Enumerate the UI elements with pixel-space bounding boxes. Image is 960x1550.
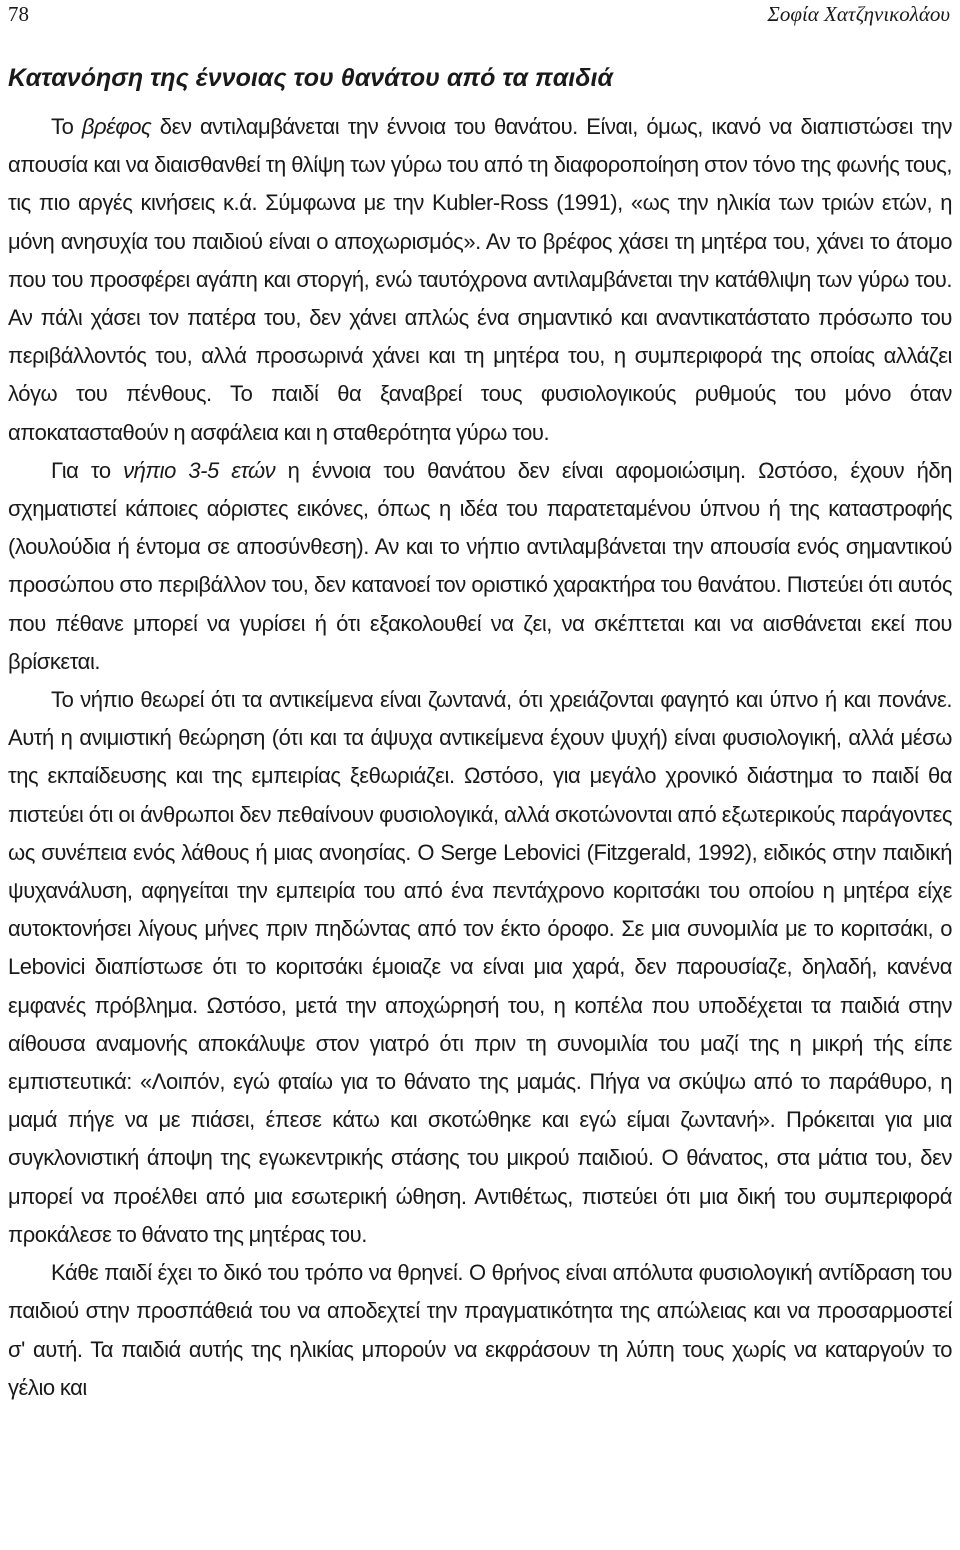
body-text xyxy=(8,108,952,1407)
paragraph-lead: Το xyxy=(51,114,82,139)
page-number: 78 xyxy=(8,2,29,26)
section-title: Κατανόηση της έννοιας του θανάτου από τα παιδιά xyxy=(8,64,613,92)
paragraph-toddler xyxy=(8,452,952,681)
paragraph-text: η έννοια του θανάτου δεν είναι αφομοιώσιμη. Ωστόσο, έχουν ήδη σχηματιστεί κάποιες αόριστες εικόνες, όπως η ιδέα του παρατεταμένου ύπνου ή της καταστροφής (λουλούδια ή έντομα σε αποσύνθεση). Αν και το νήπιο αντιλαμβάνεται την απουσία ενός σημαντικού προσώπου στο περιβάλλον του, δεν κατανοεί τον οριστικό χαρακτήρα του θανάτου. Πιστεύει ότι αυτός που πέθανε μπορεί να γυρίσει ή ότι εξακολουθεί να ζει, να σκέπτεται και να αισθάνεται εκεί που βρίσκεται. xyxy=(8,457,952,674)
paragraph-infant xyxy=(8,108,952,452)
paragraph-text: Κάθε παιδί έχει το δικό του τρόπο να θρηνεί. Ο θρήνος είναι απόλυτα φυσιολογική αντίδραση του παιδιού στην προσπάθειά του να αποδεχτεί την πραγματικότητα της απώλειας και να προσαρμοστεί σ' αυτή. Τα παιδιά αυτής της ηλικίας μπορούν να εκφράσουν τη λύπη τους χωρίς να καταργούν το γέλιο και xyxy=(8,1260,952,1400)
paragraph-lead: Για το xyxy=(51,457,124,483)
paragraph-text: δεν αντιλαμβάνεται την έννοια του θανάτου. Είναι, όμως, ικανό να διαπιστώσει την απουσία και να διαισθανθεί τη θλίψη των γύρω του από τη διαφοροποίηση στον τόνο της φωνής τους, τις πιο αργές κινήσεις κ.ά. Σύμφωνα με την Kubler-Ross (1991), «ως την ηλικία των τριών ετών, η μόνη ανησυχία του παιδιού είναι ο αποχωρισμός». Αν το βρέφος χάσει τη μητέρα του, χάνει το άτομο που του προσφέρει αγάπη και στοργή, ενώ ταυτόχρονα αντιλαμβάνεται την κατάθλιψη των γύρω του. Αν πάλι χάσει τον πατέρα του, δεν χάνει απλώς ένα σημαντικό και αναντικατάστατο πρόσωπο του περιβάλλοντός του, αλλά προσωρινά χάνει και τη μητέρα του, η συμπεριφορά της οποίας αλλάζει λόγω του πένθους. Το παιδί θα ξαναβρεί τους φυσιολογικούς ρυθμούς του μόνο όταν αποκατασταθούν η ασφάλεια και η σταθερότητα γύρω του. xyxy=(8,114,952,445)
emphasis-term: βρέφος xyxy=(81,114,152,139)
paragraph-grief xyxy=(8,1254,952,1407)
running-head-author: Σοφία Χατζηνικολάου xyxy=(767,2,950,26)
emphasis-term: νήπιο 3-5 ετών xyxy=(123,457,276,483)
paragraph-animism xyxy=(8,681,952,1254)
paragraph-text: Το νήπιο θεωρεί ότι τα αντικείμενα είναι ζωντανά, ότι χρειάζονται φαγητό και ύπνο ή και πονάνε. Αυτή η ανιμιστική θεώρηση (ότι και τα άψυχα αντικείμενα έχουν ψυχή) είναι φυσιολογική, αλλά μέσω της εκπαίδευσης και της εμπειρίας ξεθωριάζει. Ωστόσο, για μεγάλο χρονικό διάστημα το παιδί θα πιστεύει ότι οι άνθρωποι δεν πεθαίνουν φυσιολογικά, αλλά σκοτώνονται από εξωτερικούς παράγοντες ως συνέπεια ενός λάθους ή μιας ανοησίας. Ο Serge Lebovici (Fitzgerald, 1992), ειδικός στην παιδική ψυχανάλυση, αφηγείται την εμπειρία του από ένα πεντάχρονο κοριτσάκι του οποίου η μητέρα είχε αυτοκτονήσει λίγους μήνες πριν πηδώντας από τον έκτο όροφο. Σε μια συνομιλία με το κοριτσάκι, ο Lebovici διαπίστωσε ότι το κοριτσάκι έμοιαζε να είναι μια χαρά, δεν παρουσίαζε, δηλαδή, κανένα εμφανές πρόβλημα. Ωστόσο, μετά την αποχώρησή του, η κοπέλα που υποδέχεται τα παιδιά στην αίθουσα αναμονής αποκάλυψε στον γιατρό ότι πριν τη συνομιλία του μαζί της η μικρή τής είπε εμπιστευτικά: «Λοιπόν, εγώ φταίω για το θάνατο της μαμάς. Πήγα να σκύψω από το παράθυρο, η μαμά πήγε να με πιάσει, έπεσε κάτω και σκοτώθηκε και εγώ είμαι ζωντανή». Πρόκειται για μια συγκλονιστική άποψη της εγωκεντρικής στάσης του μικρού παιδιού. Ο θάνατος, στα μάτια του, δεν μπορεί να προέλθει από μια εσωτερική ώθηση. Αντιθέτως, πιστεύει ότι μια δική του συμπεριφορά προκάλεσε το θάνατο της μητέρας του. xyxy=(8,687,952,1247)
running-head xyxy=(8,0,950,32)
